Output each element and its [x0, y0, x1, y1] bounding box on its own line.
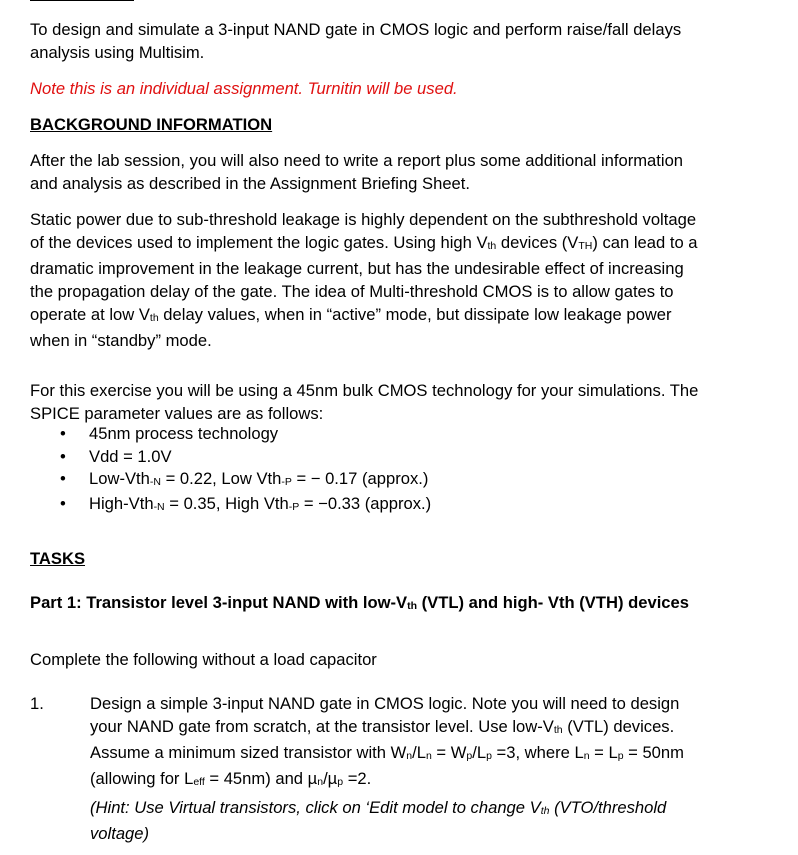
instruction-line: Complete the following without a load capacitor	[30, 650, 377, 669]
static-line-3: dramatic improvement in the leakage current, but has the undesirable effect of increasing	[30, 259, 684, 278]
report-paragraph	[30, 149, 683, 195]
hint-paragraph	[90, 796, 666, 845]
static-line-1: Static power due to sub-threshold leakage is highly dependent on the subthreshold voltage	[30, 210, 697, 229]
static-line-2: of the devices used to implement the logic gates. Using high $V_{th}$ devices $(V_{TH})$ can lead to a	[30, 233, 698, 252]
intro-line-2: analysis using Multisim.	[30, 43, 205, 62]
exercise-paragraph	[30, 379, 698, 425]
item1-line-4: (allowing for $L_{eff} = 45nm$) and µ$_n$/µ$_p$ =2.	[90, 769, 372, 788]
exercise-line-2: SPICE parameter values are as follows:	[30, 404, 324, 423]
list-item: • Low-Vth$_{-N}$ = 0.22, Low Vth$_{-P}$ = − 0.17 (approx.)	[30, 468, 431, 493]
intro-paragraph	[30, 18, 681, 64]
spice-parameter-list	[30, 423, 431, 517]
intro-line-1: To design and simulate a 3-input NAND gate in CMOS logic and perform raise/fall delays	[30, 20, 682, 39]
top-rule	[30, 0, 134, 1]
item1-line-3: Assume a minimum sized transistor with $W_n/L_n = W_p/L_p =3$, where $L_n = L_p = 50nm$	[90, 743, 684, 762]
item1-line-1: Design a simple 3-input NAND gate in CMOS logic. Note you will need to design	[90, 694, 680, 713]
static-line-6: when in “standby” mode.	[30, 331, 212, 350]
list-item: • Vdd = 1.0V	[30, 446, 431, 469]
list-item: • 45nm process technology	[30, 423, 431, 446]
static-line-4: the propagation delay of the gate. The idea of Multi-threshold CMOS is to allow gates to	[30, 282, 674, 301]
static-line-5: operate at low $V_{th}$ delay values, when in “active” mode, but dissipate low leakage power	[30, 305, 672, 324]
background-heading: BACKGROUND INFORMATION	[30, 115, 273, 134]
report-line-2: and analysis as described in the Assignment Briefing Sheet.	[30, 174, 470, 193]
item-number: 1.	[30, 694, 44, 713]
tasks-heading: TASKS	[30, 549, 86, 568]
part1-heading: Part 1: Transistor level 3-input NAND with low-$V_{th}$ (VTL) and high- Vth (VTH) devices	[30, 593, 689, 612]
individual-assignment-note: Note this is an individual assignment. Turnitin will be used.	[30, 79, 458, 98]
static-power-paragraph	[30, 208, 698, 352]
list-item: • High-Vth$_{-N}$ = 0.35, High Vth$_{-P}$ = −0.33 (approx.)	[30, 493, 431, 518]
item1-paragraph	[90, 692, 684, 793]
report-line-1: After the lab session, you will also need to write a report plus some additional information	[30, 151, 684, 170]
hint-line-2: voltage)	[90, 824, 150, 843]
item1-line-2: your NAND gate from scratch, at the transistor level. Use low-$V_{th}$ (VTL) devices.	[90, 717, 675, 736]
exercise-line-1: For this exercise you will be using a 45nm bulk CMOS technology for your simulations. The	[30, 381, 699, 400]
hint-line-1: (Hint: Use Virtual transistors, click on ‘Edit model to change $V_{th}$ (VTO/threshold	[90, 798, 667, 817]
